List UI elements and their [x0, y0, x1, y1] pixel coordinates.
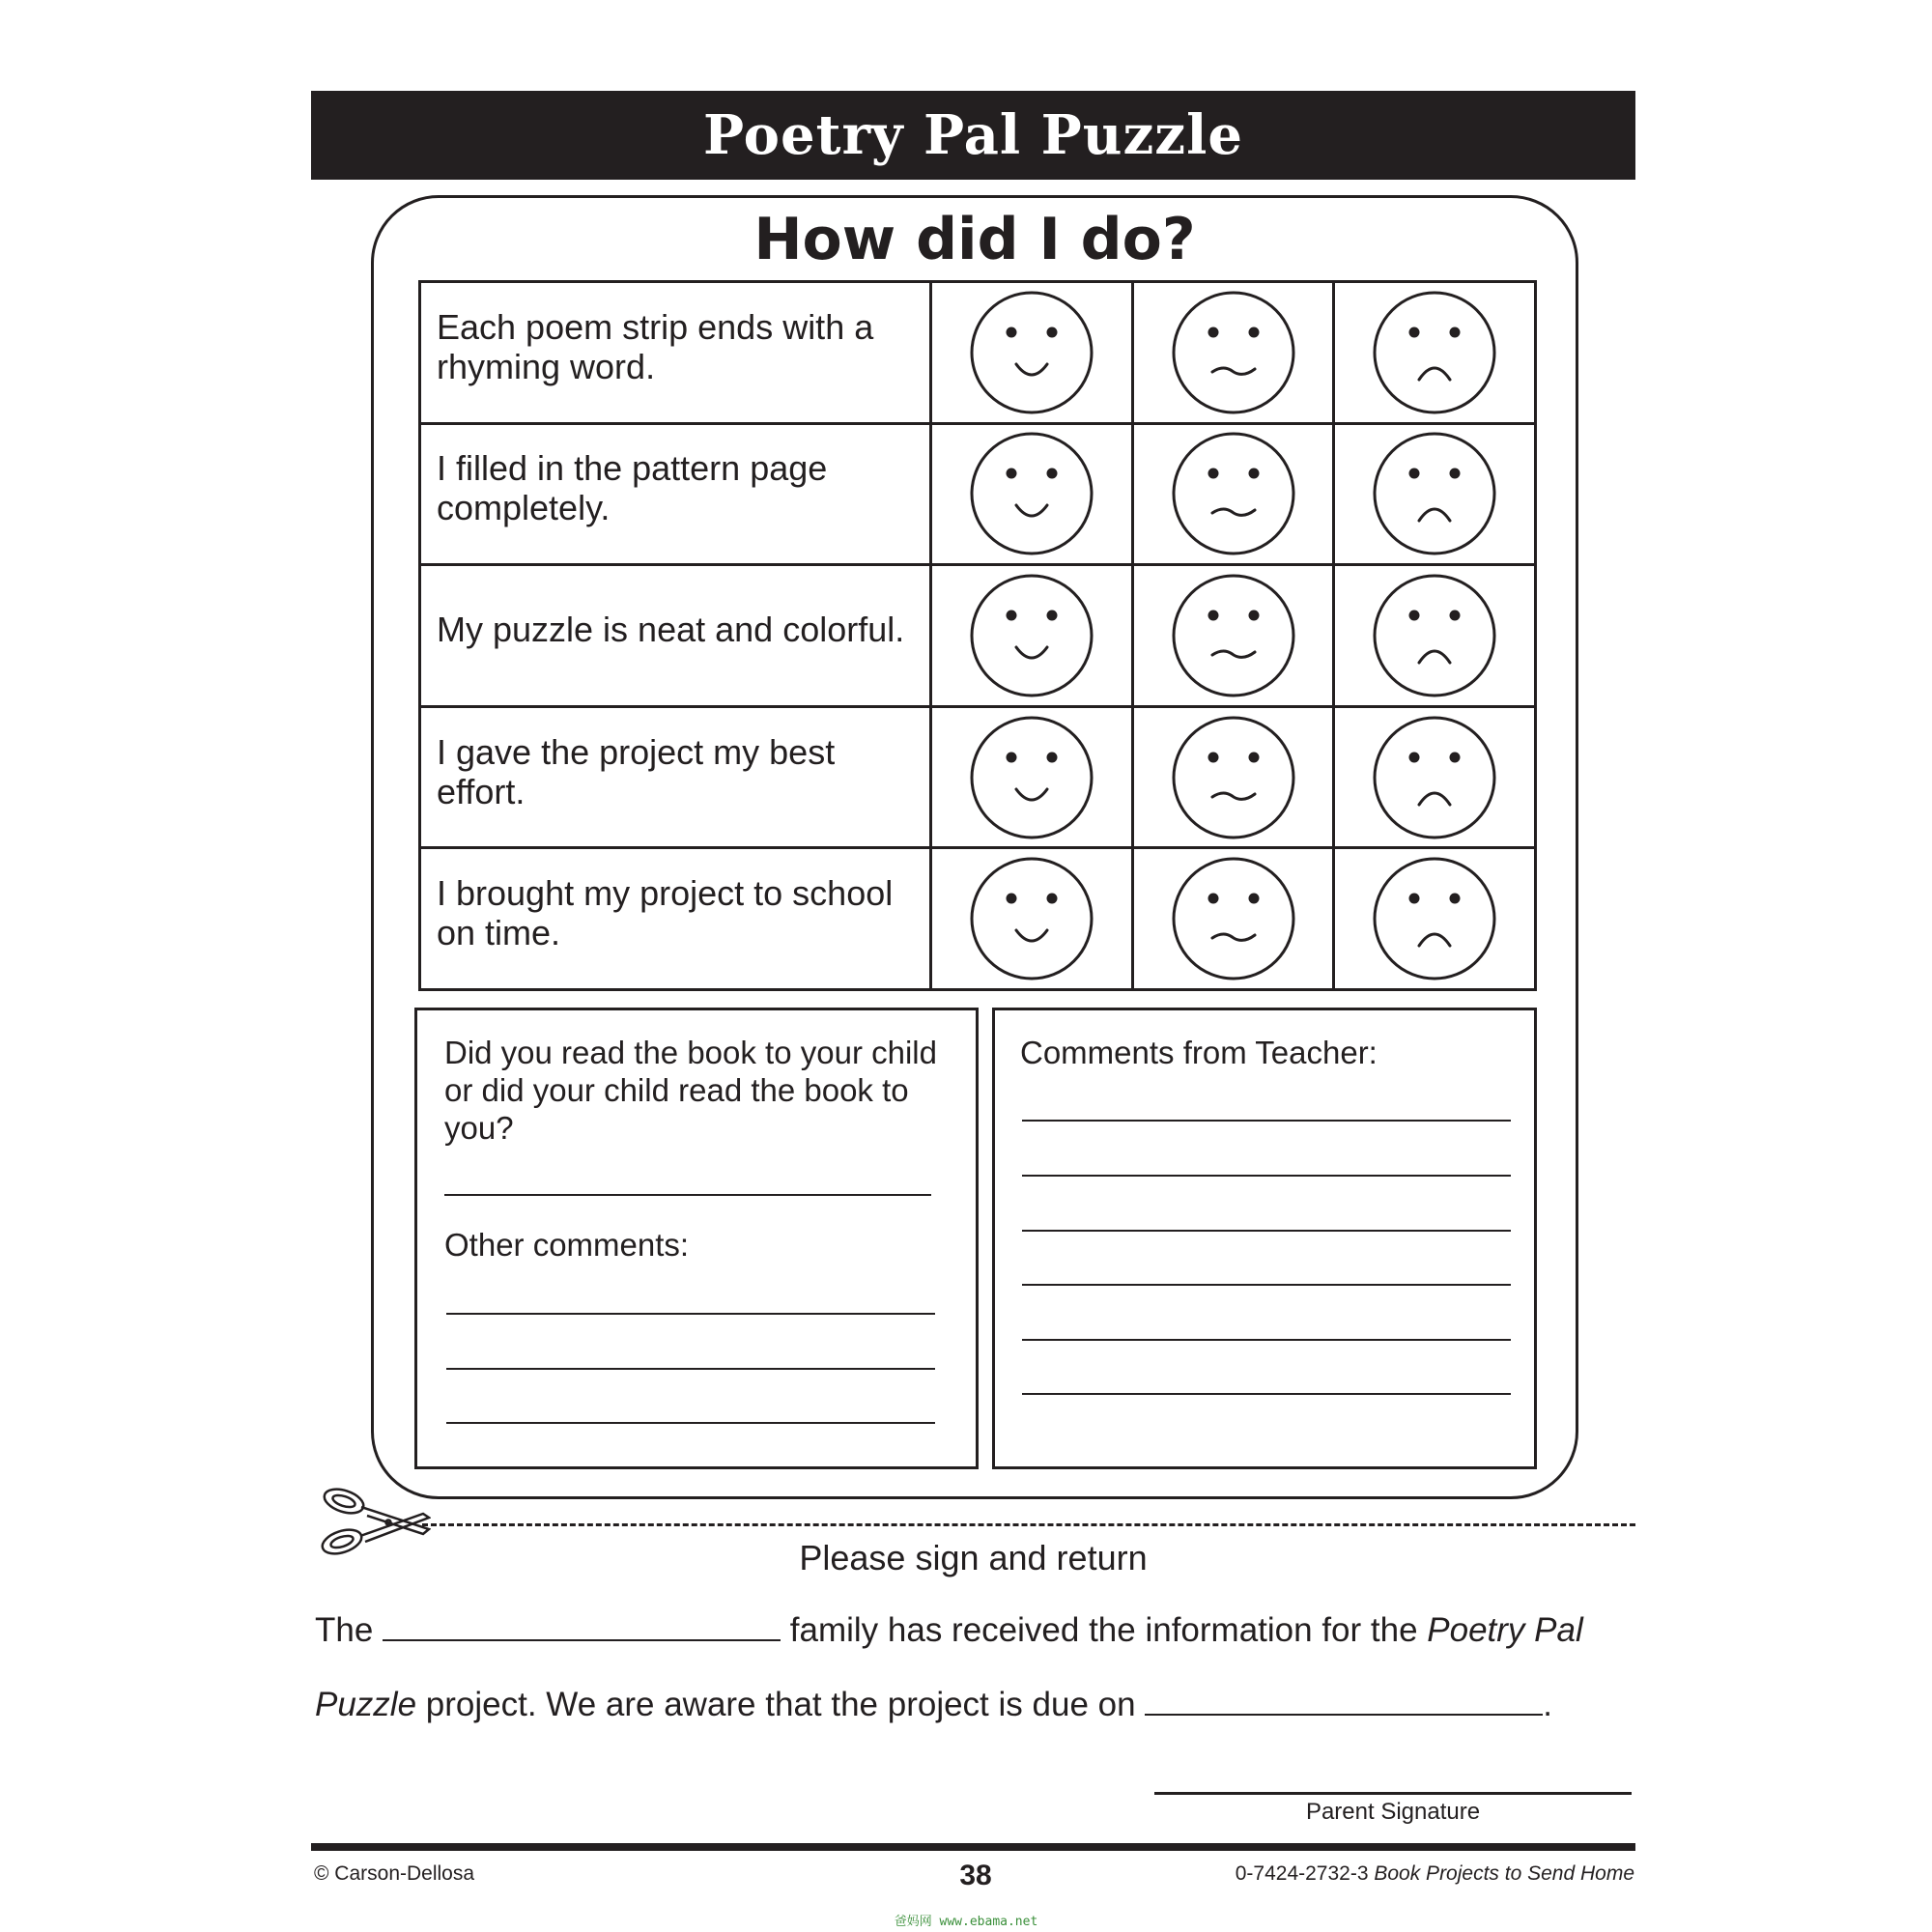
project-title: Poetry Pal	[1427, 1611, 1583, 1649]
comment-line[interactable]	[446, 1422, 935, 1424]
sad-face-icon	[1372, 573, 1497, 698]
comment-line[interactable]	[1022, 1175, 1511, 1177]
neutral-face-icon	[1171, 856, 1296, 981]
comment-line[interactable]	[446, 1313, 935, 1315]
neutral-face-cell[interactable]	[1132, 423, 1334, 565]
sad-face-cell[interactable]	[1334, 848, 1536, 990]
cut-line	[422, 1523, 1635, 1526]
slip-line-2	[315, 1684, 1552, 1726]
page-number: 38	[959, 1860, 992, 1891]
rubric-table	[418, 280, 1537, 991]
criterion-text: My puzzle is neat and colorful.	[420, 565, 931, 707]
sad-face-icon	[1372, 290, 1497, 415]
isbn: 0-7424-2732-3	[1235, 1862, 1369, 1885]
rubric-row	[420, 848, 1536, 990]
criterion-text: I brought my project to school on time.	[420, 848, 931, 990]
book-reference	[1159, 1860, 1634, 1889]
rubric-row	[420, 565, 1536, 707]
comment-line[interactable]	[1022, 1120, 1511, 1122]
sad-face-icon	[1372, 431, 1497, 556]
footer-rule	[311, 1843, 1635, 1851]
sad-face-cell[interactable]	[1334, 423, 1536, 565]
teacher-comments-box	[992, 1008, 1537, 1469]
neutral-face-icon	[1171, 431, 1296, 556]
happy-face-icon	[969, 715, 1094, 840]
slip-text: .	[1543, 1686, 1553, 1723]
sad-face-cell[interactable]	[1334, 282, 1536, 424]
criterion-text: I filled in the pattern page completely.	[420, 423, 931, 565]
sad-face-icon	[1372, 856, 1497, 981]
watermark: 爸妈网 www.ebama.net	[894, 1915, 1038, 1929]
assessment-heading: How did I do?	[753, 206, 1196, 273]
slip-text: project. We are aware that the project is due on	[425, 1686, 1136, 1723]
other-comments-label: Other comments:	[444, 1227, 690, 1263]
happy-face-cell[interactable]	[931, 706, 1133, 848]
rubric-row	[420, 423, 1536, 565]
comment-line[interactable]	[1022, 1284, 1511, 1286]
criterion-text: Each poem strip ends with a rhyming word.	[420, 282, 931, 424]
sad-face-icon	[1372, 715, 1497, 840]
return-slip-title: Please sign and return	[799, 1538, 1148, 1577]
project-title: Puzzle	[315, 1686, 417, 1723]
teacher-comments-label: Comments from Teacher:	[1020, 1035, 1378, 1070]
reading-question: Did you read the book to your child or did your child read the book to you?	[444, 1035, 937, 1146]
neutral-face-icon	[1171, 715, 1296, 840]
happy-face-icon	[969, 431, 1094, 556]
neutral-face-cell[interactable]	[1132, 706, 1334, 848]
happy-face-cell[interactable]	[931, 848, 1133, 990]
neutral-face-icon	[1171, 573, 1296, 698]
neutral-face-icon	[1171, 290, 1296, 415]
rubric-row	[420, 282, 1536, 424]
sad-face-cell[interactable]	[1334, 565, 1536, 707]
rubric-row	[420, 706, 1536, 848]
page-title: Poetry Pal Puzzle	[703, 103, 1243, 167]
comment-line[interactable]	[1022, 1230, 1511, 1232]
book-title: Book Projects to Send Home	[1374, 1862, 1634, 1885]
happy-face-cell[interactable]	[931, 282, 1133, 424]
parent-comments-box	[414, 1008, 979, 1469]
copyright: © Carson-Dellosa	[314, 1862, 475, 1885]
slip-text: The	[315, 1611, 374, 1649]
neutral-face-cell[interactable]	[1132, 848, 1334, 990]
slip-text: family has received the information for the	[789, 1611, 1418, 1649]
signature-line[interactable]	[1154, 1792, 1632, 1795]
neutral-face-cell[interactable]	[1132, 282, 1334, 424]
family-name-blank[interactable]	[383, 1610, 781, 1641]
slip-line-1	[315, 1609, 1583, 1652]
happy-face-cell[interactable]	[931, 423, 1133, 565]
due-date-blank[interactable]	[1145, 1685, 1543, 1716]
happy-face-icon	[969, 290, 1094, 415]
sad-face-cell[interactable]	[1334, 706, 1536, 848]
happy-face-icon	[969, 856, 1094, 981]
criterion-text: I gave the project my best effort.	[420, 706, 931, 848]
happy-face-cell[interactable]	[931, 565, 1133, 707]
signature-label: Parent Signature	[1305, 1799, 1481, 1825]
happy-face-icon	[969, 573, 1094, 698]
answer-line[interactable]	[444, 1194, 931, 1196]
comment-line[interactable]	[1022, 1339, 1511, 1341]
comment-line[interactable]	[446, 1368, 935, 1370]
comment-line[interactable]	[1022, 1393, 1511, 1395]
neutral-face-cell[interactable]	[1132, 565, 1334, 707]
